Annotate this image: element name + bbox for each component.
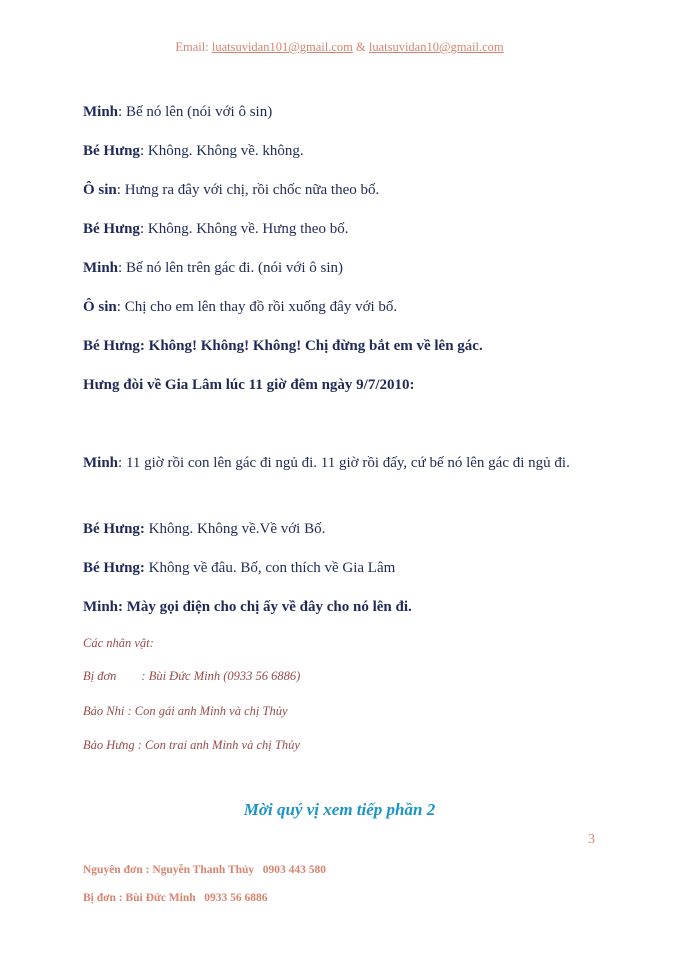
speaker-name: Minh — [83, 455, 119, 471]
speaker-name: Bé Hưng — [83, 143, 140, 159]
dialogue-line — [83, 101, 603, 123]
speaker-separator: : — [118, 260, 123, 276]
speaker-separator: : — [118, 455, 123, 471]
speaker-name: Minh — [83, 104, 119, 120]
dialogue-text: Không về đâu. Bố, con thích về Gia Lâm — [144, 560, 396, 576]
dialogue-text: Không. Không về. Hưng theo bố. — [144, 221, 349, 237]
dialogue-line — [83, 296, 603, 318]
dialogue-line — [83, 557, 603, 579]
footer-plaintiff: Nguyên đơn : Nguyễn Thanh Thủy 0903 443 580 — [83, 864, 327, 876]
speaker-separator: : — [118, 104, 123, 120]
dialogue-line-bold: Bé Hưng: Không! Không! Không! Chị đừng bắt em về lên gác. — [83, 338, 483, 354]
character-note: Bảo Hưng : Con trai anh Minh và chị Thủy — [83, 738, 300, 752]
speaker-separator: : — [139, 221, 145, 237]
speaker-name: Bé Hưng: — [83, 560, 145, 576]
speaker-name: Bé Hưng: — [83, 521, 145, 537]
speaker-name: Ô sin — [83, 299, 117, 315]
email-link-2[interactable]: luatsuvidan10@gmail.com — [368, 40, 504, 54]
speaker-separator: : — [116, 182, 121, 198]
dialogue-text: Bế nó lên (nói với ô sin) — [122, 104, 273, 120]
speaker-name: Ô sin — [83, 182, 117, 198]
speaker-separator: : — [116, 299, 121, 315]
dialogue-line — [83, 218, 603, 240]
characters-heading: Các nhân vật: — [83, 636, 154, 650]
email-link-1[interactable]: luatsuvidan101@gmail.com — [211, 40, 353, 54]
dialogue-text: Không. Không về. không. — [144, 143, 304, 159]
continue-notice: Mời quý vị xem tiếp phần 2 — [243, 800, 436, 819]
dialogue-line — [83, 452, 603, 474]
dialogue-line — [83, 518, 603, 540]
footer-defendant: Bị đơn : Bùi Đức Minh 0933 56 6886 — [83, 892, 268, 904]
email-separator: & — [355, 40, 366, 54]
dialogue-line — [83, 140, 603, 162]
dialogue-line — [83, 257, 603, 279]
dialogue-text: Bế nó lên trên gác đi. (nói với ô sin) — [122, 260, 343, 276]
character-note: Bảo Nhi : Con gái anh Minh và chị Thủy — [83, 704, 288, 718]
dialogue-text: Hưng ra đây với chị, rồi chốc nữa theo bố. — [120, 182, 380, 198]
scene-heading: Hưng đòi về Gia Lâm lúc 11 giờ đêm ngày 9/7/2010: — [83, 377, 415, 393]
page-number: 3 — [588, 832, 595, 847]
dialogue-text: Chị cho em lên thay đồ rồi xuống đây với bố. — [120, 299, 398, 315]
email-label: Email: — [175, 40, 209, 54]
speaker-name: Minh — [83, 260, 119, 276]
dialogue-text: Không. Không về.Về với Bố. — [144, 521, 326, 537]
speaker-separator: : — [139, 143, 145, 159]
dialogue-line — [83, 179, 603, 201]
page-header — [0, 40, 679, 55]
speaker-name: Bé Hưng — [83, 221, 140, 237]
character-note: Bị đơn : Bùi Đức Minh (0933 56 6886) — [83, 669, 301, 683]
dialogue-line-bold: Minh: Mày gọi điện cho chị ấy về đây cho nó lên đi. — [83, 599, 412, 615]
dialogue-text: 11 giờ rồi con lên gác đi ngủ đi. 11 giờ rồi đấy, cứ bế nó lên gác đi ngủ đi. — [122, 455, 570, 471]
